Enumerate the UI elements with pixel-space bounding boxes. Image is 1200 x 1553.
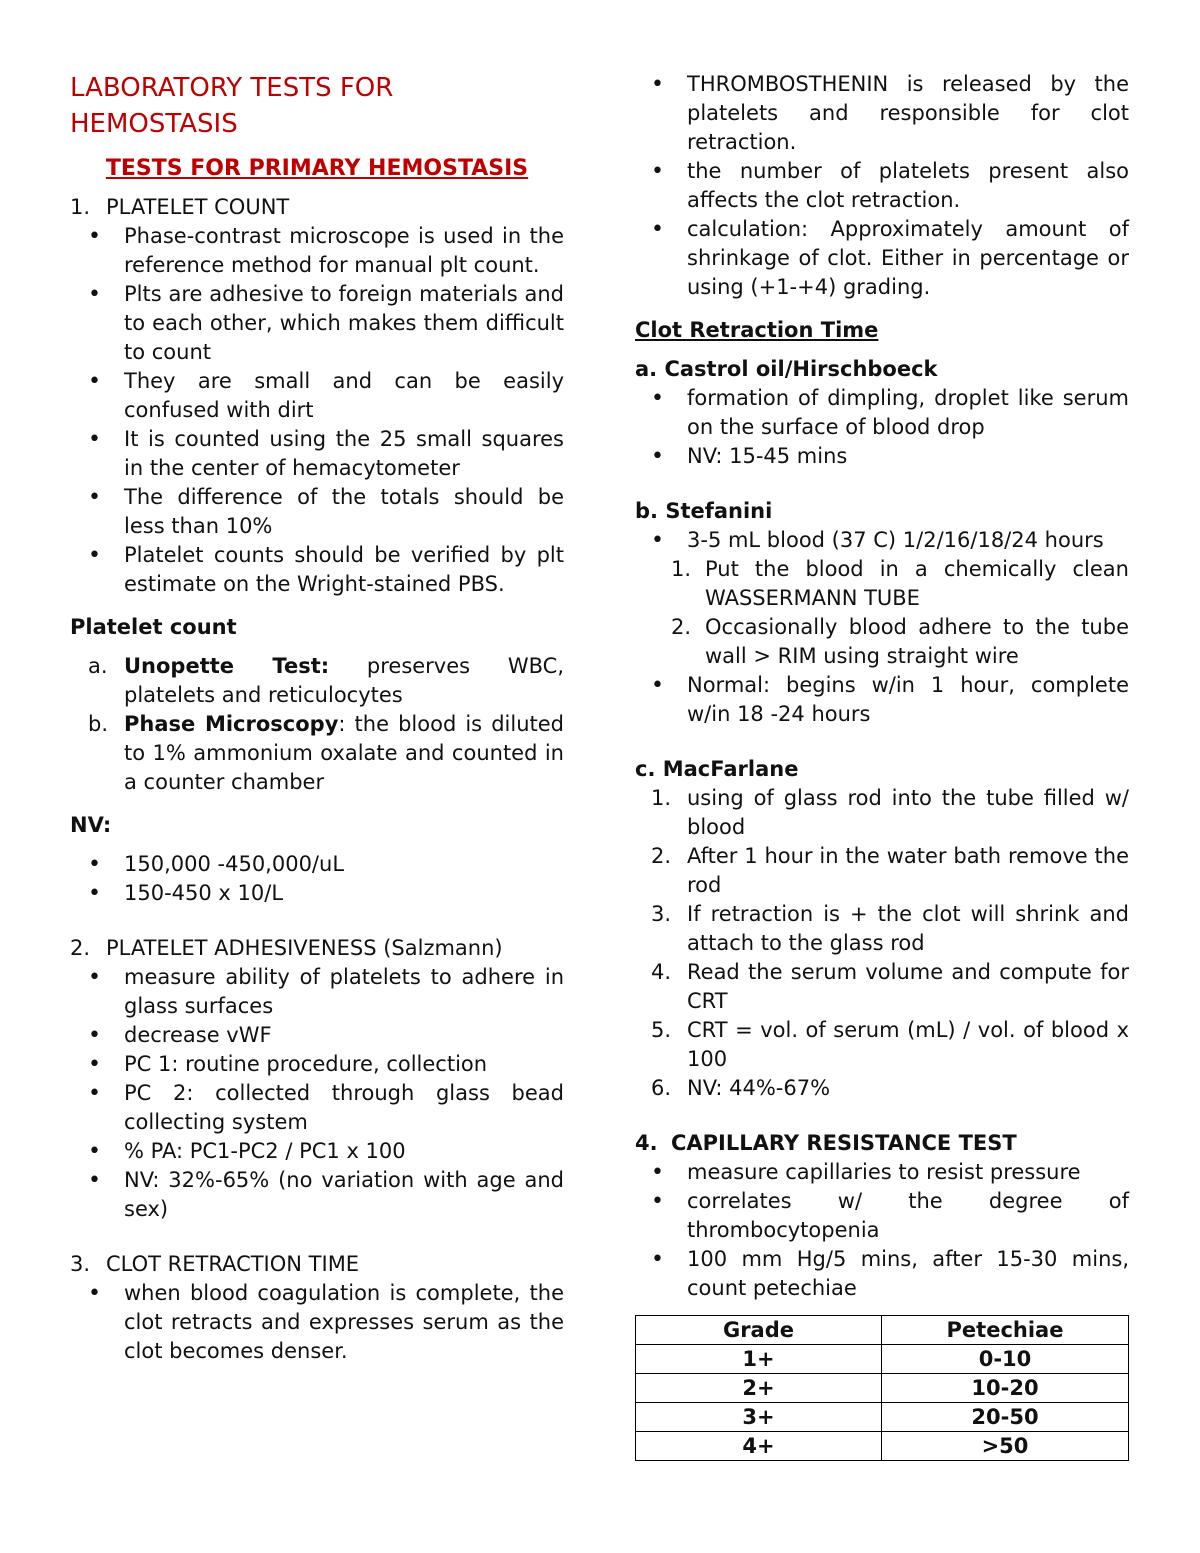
step-text: using of glass rod into the tube filled w/ blood <box>687 786 1129 839</box>
step-number: 6. <box>651 1076 672 1100</box>
method-description: preserves WBC, platelets and reticulocytes <box>124 654 564 707</box>
table-cell: 20-50 <box>882 1403 1129 1432</box>
table-cell: 0-10 <box>882 1345 1129 1374</box>
column-header: Grade <box>636 1316 882 1345</box>
table-row <box>636 1374 1129 1403</box>
table-row <box>636 1432 1129 1461</box>
step-item <box>635 958 1129 1016</box>
method-b-normal <box>635 671 1129 729</box>
document-title <box>70 70 564 142</box>
step-item <box>635 784 1129 842</box>
section-number: 2. <box>70 936 91 960</box>
bullet-item: • The difference of the totals should be less than 10% <box>70 483 564 541</box>
bullet-item: • the number of platelets present also affects the clot retraction. <box>635 157 1129 215</box>
method-b-steps <box>635 555 1129 671</box>
bullet-item: • They are small and can be easily confused with dirt <box>70 367 564 425</box>
list-marker: a. <box>88 654 108 678</box>
table-cell: 10-20 <box>882 1374 1129 1403</box>
section-number: 1. <box>70 195 91 219</box>
step-number: 3. <box>651 902 672 926</box>
table-header-row <box>636 1316 1129 1345</box>
section-3-heading <box>70 1250 564 1279</box>
clot-retraction-time-heading: Clot Retraction Time <box>635 318 879 342</box>
method-c-steps <box>635 784 1129 1103</box>
section-2-bullets <box>70 963 564 1224</box>
step-text: Read the serum volume and compute for CRT <box>687 960 1129 1013</box>
method-b-bullets <box>635 526 1129 555</box>
section-4-heading <box>635 1129 1129 1158</box>
method-name: Unopette Test: <box>124 654 330 678</box>
section-1-heading <box>70 193 564 222</box>
left-column <box>70 70 564 1366</box>
bullet-item: • calculation: Approximately amount of shrinkage of clot. Either in percentage or using (+1-+4) grading. <box>635 215 1129 302</box>
step-item <box>635 1074 1129 1103</box>
section-number: 3. <box>70 1252 91 1276</box>
normal-values-bullets <box>70 850 564 908</box>
bullet-item: • Normal: begins w/in 1 hour, complete w/in 18 -24 hours <box>635 671 1129 729</box>
table-cell: 2+ <box>636 1374 882 1403</box>
method-item <box>70 652 564 710</box>
method-a-bullets <box>635 384 1129 471</box>
step-number: 4. <box>651 960 672 984</box>
step-text: After 1 hour in the water bath remove the rod <box>687 844 1129 897</box>
bullet-item: • THROMBOSTHENIN is released by the platelets and responsible for clot retraction. <box>635 70 1129 157</box>
method-a-heading: a. Castrol oil/Hirschboeck <box>635 357 938 381</box>
table-cell: 4+ <box>636 1432 882 1461</box>
table-cell: 3+ <box>636 1403 882 1432</box>
column-header: Petechiae <box>882 1316 1129 1345</box>
step-number: 1. <box>671 557 692 581</box>
method-description: : the blood is diluted to 1% ammonium oxalate and counted in a counter chamber <box>124 712 564 794</box>
step-text: Occasionally blood adhere to the tube wall > RIM using straight wire <box>705 615 1129 668</box>
bullet-item: • PC 2: collected through glass bead collecting system <box>70 1079 564 1137</box>
platelet-count-heading: Platelet count <box>70 615 237 639</box>
step-item <box>635 842 1129 900</box>
bullet-item: • Platelet counts should be verified by plt estimate on the Wright-stained PBS. <box>70 541 564 599</box>
bullet-item: • PC 1: routine procedure, collection <box>70 1050 564 1079</box>
step-number: 5. <box>651 1018 672 1042</box>
section-2-heading <box>70 934 564 963</box>
method-b-heading: b. Stefanini <box>635 499 773 523</box>
section-title: CAPILLARY RESISTANCE TEST <box>671 1131 1017 1155</box>
clot-retraction-notes <box>635 70 1129 302</box>
step-item <box>635 900 1129 958</box>
method-item <box>70 710 564 797</box>
bullet-item: • 3-5 mL blood (37 C) 1/2/16/18/24 hours <box>635 526 1129 555</box>
bullet-item: • measure capillaries to resist pressure <box>635 1158 1129 1187</box>
step-number: 1. <box>651 786 672 810</box>
bullet-item: • NV: 15-45 mins <box>635 442 1129 471</box>
bullet-item: • Phase-contrast microscope is used in the reference method for manual plt count. <box>70 222 564 280</box>
petechiae-grade-table <box>635 1315 1129 1461</box>
section-number: 4. <box>635 1131 658 1155</box>
title-line-2: HEMOSTASIS <box>70 109 238 139</box>
normal-values-heading: NV: <box>70 813 112 837</box>
right-column <box>635 70 1129 1461</box>
section-1-bullets <box>70 222 564 599</box>
platelet-count-methods <box>70 652 564 797</box>
bullet-item: • 150-450 x 10/L <box>70 879 564 908</box>
list-marker: b. <box>88 712 109 736</box>
bullet-item: • decrease vWF <box>70 1021 564 1050</box>
step-number: 2. <box>671 615 692 639</box>
step-text: CRT = vol. of serum (mL) / vol. of blood x 100 <box>687 1018 1129 1071</box>
step-text: If retraction is + the clot will shrink and attach to the glass rod <box>687 902 1129 955</box>
table-row <box>636 1403 1129 1432</box>
section-4-bullets <box>635 1158 1129 1303</box>
step-item <box>635 613 1129 671</box>
step-item <box>635 1016 1129 1074</box>
step-text: Put the blood in a chemically clean WASSERMANN TUBE <box>705 557 1129 610</box>
method-name: Phase Microscopy <box>124 712 339 736</box>
section-title: CLOT RETRACTION TIME <box>106 1252 360 1276</box>
table-cell: 1+ <box>636 1345 882 1374</box>
section-title: PLATELET COUNT <box>106 195 290 219</box>
bullet-item: • Plts are adhesive to foreign materials and to each other, which makes them difficult to count <box>70 280 564 367</box>
bullet-item: • when blood coagulation is complete, the clot retracts and expresses serum as the clot becomes denser. <box>70 1279 564 1366</box>
bullet-item: • measure ability of platelets to adhere in glass surfaces <box>70 963 564 1021</box>
bullet-item: • correlates w/ the degree of thrombocytopenia <box>635 1187 1129 1245</box>
title-line-1: LABORATORY TESTS FOR <box>70 73 394 103</box>
table-cell: >50 <box>882 1432 1129 1461</box>
bullet-item: • % PA: PC1-PC2 / PC1 x 100 <box>70 1137 564 1166</box>
bullet-item: • formation of dimpling, droplet like serum on the surface of blood drop <box>635 384 1129 442</box>
bullet-item: • NV: 32%-65% (no variation with age and sex) <box>70 1166 564 1224</box>
section-3-bullets <box>70 1279 564 1366</box>
step-item <box>635 555 1129 613</box>
step-text: NV: 44%-67% <box>687 1076 831 1100</box>
bullet-item: • 100 mm Hg/5 mins, after 15-30 mins, count petechiae <box>635 1245 1129 1303</box>
section-subtitle: TESTS FOR PRIMARY HEMOSTASIS <box>105 156 529 181</box>
section-title: PLATELET ADHESIVENESS (Salzmann) <box>106 936 503 960</box>
method-c-heading: c. MacFarlane <box>635 757 799 781</box>
table-row <box>636 1345 1129 1374</box>
bullet-item: • It is counted using the 25 small squares in the center of hemacytometer <box>70 425 564 483</box>
bullet-item: • 150,000 -450,000/uL <box>70 850 564 879</box>
step-number: 2. <box>651 844 672 868</box>
